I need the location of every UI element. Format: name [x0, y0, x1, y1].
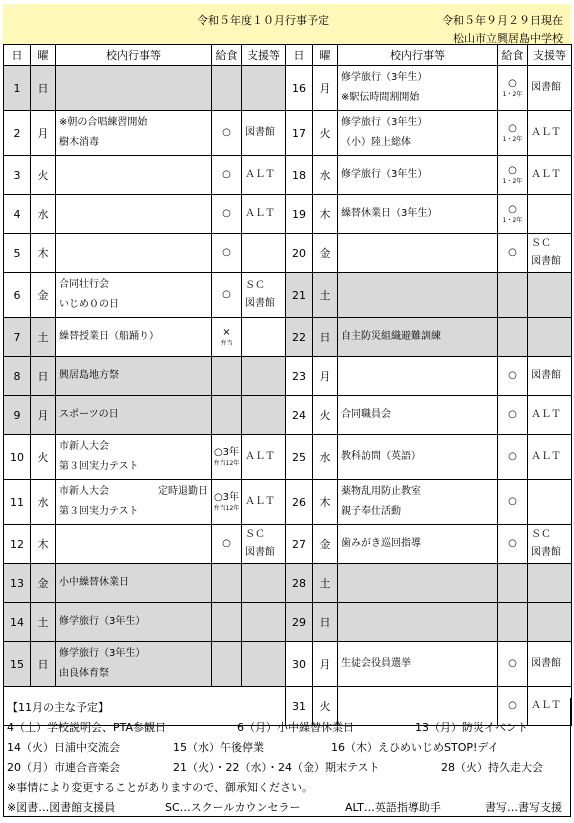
support-item: 図書館	[531, 82, 561, 93]
support-item: 図書館	[245, 547, 275, 558]
plan-item: 28（火）持久走大会	[441, 761, 543, 774]
events-cell	[56, 273, 212, 318]
day-number: 15	[4, 642, 31, 687]
table-row	[4, 564, 572, 603]
support-cell	[242, 234, 286, 273]
weekday: 木	[313, 480, 338, 525]
support-item: 図書館	[245, 127, 275, 138]
weekday: 火	[31, 435, 56, 480]
meal-note: 1・2年	[502, 178, 523, 185]
meal-mark: ○	[508, 123, 517, 134]
meal-mark: ○	[508, 700, 517, 711]
col-support: 支援等	[242, 45, 286, 66]
weekday: 金	[31, 564, 56, 603]
meal-mark: ○	[508, 538, 517, 549]
day-number: 29	[286, 603, 313, 642]
table-row	[4, 525, 572, 564]
day-number: 26	[286, 480, 313, 525]
events-cell	[56, 111, 212, 156]
event-line: 修学旅行（3年生）	[59, 648, 146, 659]
day-number: 4	[4, 195, 31, 234]
col-support: 支援等	[528, 45, 572, 66]
table-row	[4, 435, 572, 480]
support-item: ＳＣ	[531, 529, 551, 540]
day-number: 20	[286, 234, 313, 273]
school-name: 松山市立興居島中学校	[453, 32, 563, 45]
support-cell	[242, 642, 286, 687]
meal-cell	[212, 234, 242, 273]
event-line: 樹木消毒	[59, 137, 99, 148]
meal-cell	[498, 156, 528, 195]
november-line-1	[3, 718, 571, 738]
support-cell	[528, 480, 572, 525]
col-events: 校内行事等	[56, 45, 212, 66]
event-line: ※駅伝時間割開始	[341, 92, 420, 103]
plan-item: 20（月）市連合音楽会	[7, 761, 120, 774]
event-line: 生徒会役員選挙	[341, 658, 411, 669]
col-meal: 給食	[498, 45, 528, 66]
event-line: 自主防災組織避難訓練	[341, 331, 441, 342]
table-row	[4, 273, 572, 318]
day-number: 8	[4, 357, 31, 396]
events-cell	[338, 357, 498, 396]
event-line: スポーツの日	[59, 409, 119, 420]
meal-cell	[498, 603, 528, 642]
event-line: 小中繰替休業日	[59, 577, 129, 588]
table-row	[4, 357, 572, 396]
header-bar	[3, 4, 571, 44]
events-cell	[338, 603, 498, 642]
events-cell	[338, 525, 498, 564]
weekday: 水	[313, 435, 338, 480]
november-heading: 【11月の主な予定】	[7, 701, 109, 714]
meal-mark: ○	[508, 658, 517, 669]
support-item: 図書館	[245, 298, 275, 309]
meal-mark: ○	[508, 204, 517, 215]
day-number: 6	[4, 273, 31, 318]
day-number: 30	[286, 642, 313, 687]
day-number: 12	[4, 525, 31, 564]
col-weekday: 曜	[31, 45, 56, 66]
weekday: 金	[313, 234, 338, 273]
meal-mark: ×	[222, 327, 231, 338]
events-cell	[56, 66, 212, 111]
weekday: 水	[31, 480, 56, 525]
events-cell	[56, 603, 212, 642]
event-note: 定時退勤日	[158, 486, 208, 497]
support-item: 図書館	[531, 658, 561, 669]
support-item: ＡＬＴ	[245, 208, 275, 219]
meal-cell	[498, 195, 528, 234]
support-item: ＡＬＴ	[245, 496, 275, 507]
events-cell	[338, 396, 498, 435]
weekday: 月	[31, 396, 56, 435]
support-cell	[528, 396, 572, 435]
legend-item: ALT…英語指導助手	[345, 801, 441, 814]
weekday: 月	[31, 111, 56, 156]
event-line: 修学旅行（3年生）	[59, 616, 146, 627]
meal-mark: ○3年	[213, 492, 240, 503]
weekday: 火	[313, 396, 338, 435]
support-cell	[242, 603, 286, 642]
weekday: 日	[31, 642, 56, 687]
meal-cell	[212, 603, 242, 642]
event-line: いじめ０の日	[59, 299, 119, 310]
events-cell	[56, 480, 212, 525]
table-row	[4, 480, 572, 525]
support-item: 図書館	[531, 547, 561, 558]
day-number: 22	[286, 318, 313, 357]
meal-cell	[498, 318, 528, 357]
support-cell	[528, 273, 572, 318]
event-line: 興居島地方祭	[59, 370, 119, 381]
event-line: 合同職員会	[341, 409, 391, 420]
events-cell	[56, 396, 212, 435]
support-cell	[528, 234, 572, 273]
meal-cell	[212, 480, 242, 525]
plan-item: 15（水）午後停業	[173, 741, 264, 754]
meal-mark: ○	[508, 496, 517, 507]
support-cell	[242, 156, 286, 195]
support-item: ＡＬＴ	[531, 127, 561, 138]
event-line: 薬物乱用防止教室	[341, 486, 421, 497]
meal-mark: ○	[508, 409, 517, 420]
page-title: 令和５年度１０月行事予定	[197, 14, 329, 27]
events-cell	[56, 318, 212, 357]
table-row	[4, 234, 572, 273]
table-row	[4, 603, 572, 642]
november-line-3	[3, 758, 571, 778]
support-cell	[528, 195, 572, 234]
meal-cell	[498, 525, 528, 564]
meal-mark: ○3年	[213, 447, 240, 458]
weekday: 日	[313, 603, 338, 642]
events-cell	[338, 435, 498, 480]
support-item: ＡＬＴ	[531, 169, 561, 180]
weekday: 日	[31, 66, 56, 111]
events-cell	[338, 564, 498, 603]
weekday: 火	[313, 687, 338, 726]
col-meal: 給食	[212, 45, 242, 66]
legend-item: 書写…書写支援	[485, 801, 562, 814]
support-item: ＳＣ	[245, 529, 265, 540]
event-line: 合同壮行会	[59, 279, 109, 290]
event-line: 繰替休業日（3年生）	[341, 208, 438, 219]
weekday: 土	[31, 603, 56, 642]
meal-cell	[498, 564, 528, 603]
weekday: 水	[31, 195, 56, 234]
support-cell	[528, 525, 572, 564]
col-day: 日	[4, 45, 31, 66]
support-cell	[242, 525, 286, 564]
support-cell	[242, 66, 286, 111]
meal-mark: ○	[222, 289, 231, 300]
events-cell	[338, 156, 498, 195]
plan-item: 13（月）防災イベント	[415, 721, 528, 734]
events-cell	[56, 357, 212, 396]
event-line	[59, 482, 208, 502]
day-number: 25	[286, 435, 313, 480]
meal-mark: ○	[222, 169, 231, 180]
meal-mark: ○	[222, 247, 231, 258]
as-of-date: 令和５年９月２９日現在	[442, 14, 563, 27]
meal-note: 弁当12年	[213, 505, 240, 512]
support-cell	[242, 435, 286, 480]
day-number: 3	[4, 156, 31, 195]
meal-cell	[212, 435, 242, 480]
events-cell	[338, 195, 498, 234]
events-cell	[338, 66, 498, 111]
meal-note: 1・2年	[502, 136, 523, 143]
table-row	[4, 642, 572, 687]
plan-item: 4（土）学校説明会、PTA参観日	[7, 721, 167, 734]
day-number: 19	[286, 195, 313, 234]
support-cell	[528, 66, 572, 111]
event-line: 繰替授業日（船踊り）	[59, 331, 159, 342]
meal-note: 1・2年	[502, 91, 523, 98]
support-cell	[242, 564, 286, 603]
weekday: 土	[31, 318, 56, 357]
day-number: 21	[286, 273, 313, 318]
legend-item: SC…スクールカウンセラー	[165, 801, 301, 814]
meal-cell	[212, 642, 242, 687]
events-cell	[338, 642, 498, 687]
meal-mark: ○	[508, 370, 517, 381]
meal-cell	[212, 66, 242, 111]
day-number: 24	[286, 396, 313, 435]
weekday: 日	[313, 318, 338, 357]
event-line: 歯みがき巡回指導	[341, 538, 421, 549]
support-cell	[528, 318, 572, 357]
support-cell	[528, 564, 572, 603]
schedule-table	[3, 44, 572, 726]
support-cell	[242, 111, 286, 156]
weekday: 木	[31, 525, 56, 564]
day-number: 11	[4, 480, 31, 525]
meal-cell	[212, 273, 242, 318]
table-row	[4, 396, 572, 435]
meal-note: 弁当	[220, 340, 233, 347]
meal-mark: ○	[508, 78, 517, 89]
weekday: 月	[313, 66, 338, 111]
events-cell	[338, 234, 498, 273]
table-row	[4, 156, 572, 195]
meal-cell	[212, 564, 242, 603]
day-number: 7	[4, 318, 31, 357]
table-row	[4, 111, 572, 156]
day-number: 10	[4, 435, 31, 480]
meal-note: 弁当12年	[213, 460, 240, 467]
weekday: 土	[313, 273, 338, 318]
november-plans	[3, 698, 571, 818]
meal-mark: ○	[222, 127, 231, 138]
support-cell	[528, 111, 572, 156]
meal-mark: ○	[222, 538, 231, 549]
support-cell	[528, 603, 572, 642]
meal-cell	[498, 273, 528, 318]
meal-cell	[498, 357, 528, 396]
event-line: 修学旅行（3年生）	[341, 169, 428, 180]
plan-item: 16（木）えひめいじめSTOP!デイ	[331, 741, 499, 754]
day-number: 16	[286, 66, 313, 111]
weekday: 木	[31, 234, 56, 273]
meal-cell	[212, 195, 242, 234]
meal-cell	[498, 396, 528, 435]
day-number: 17	[286, 111, 313, 156]
col-events: 校内行事等	[338, 45, 498, 66]
support-cell	[242, 195, 286, 234]
events-cell	[338, 273, 498, 318]
event-text: 市新人大会	[59, 486, 109, 497]
support-cell	[528, 435, 572, 480]
day-number: 5	[4, 234, 31, 273]
support-cell	[242, 396, 286, 435]
day-number: 27	[286, 525, 313, 564]
plan-item: 21（火）・22（水）・24（金）期末テスト	[173, 761, 380, 774]
legend-line	[3, 798, 571, 818]
col-weekday: 曜	[313, 45, 338, 66]
meal-mark: ○	[508, 451, 517, 462]
weekday: 金	[31, 273, 56, 318]
support-cell	[528, 357, 572, 396]
meal-cell	[498, 642, 528, 687]
event-line: 第３回実力テスト	[59, 461, 139, 472]
day-number: 9	[4, 396, 31, 435]
day-number: 23	[286, 357, 313, 396]
weekday: 金	[313, 525, 338, 564]
meal-cell	[498, 111, 528, 156]
november-line-2	[3, 738, 571, 758]
weekday: 火	[31, 156, 56, 195]
event-line: 市新人大会	[59, 441, 109, 452]
weekday: 土	[313, 564, 338, 603]
day-number: 2	[4, 111, 31, 156]
weekday: 月	[313, 642, 338, 687]
events-cell	[56, 195, 212, 234]
events-cell	[56, 156, 212, 195]
events-cell	[56, 642, 212, 687]
support-cell	[528, 156, 572, 195]
meal-cell	[212, 318, 242, 357]
event-line: 教科訪問（英語）	[341, 451, 421, 462]
support-item: ＡＬＴ	[531, 451, 561, 462]
events-cell	[338, 318, 498, 357]
change-note: ※事情により変更することがありますので、御承知ください。	[7, 781, 313, 794]
table-row	[4, 318, 572, 357]
meal-cell	[498, 66, 528, 111]
weekday: 日	[31, 357, 56, 396]
events-cell	[56, 564, 212, 603]
support-cell	[242, 273, 286, 318]
support-cell	[242, 357, 286, 396]
table-row	[4, 195, 572, 234]
meal-mark: ○	[222, 208, 231, 219]
weekday: 月	[313, 357, 338, 396]
meal-cell	[212, 111, 242, 156]
support-item: ＳＣ	[531, 238, 551, 249]
support-item: 図書館	[531, 370, 561, 381]
meal-cell	[212, 357, 242, 396]
meal-mark: ○	[508, 247, 517, 258]
event-line: 第３回実力テスト	[59, 506, 139, 517]
meal-cell	[212, 156, 242, 195]
weekday: 木	[313, 195, 338, 234]
support-item: ＡＬＴ	[245, 169, 275, 180]
events-cell	[338, 111, 498, 156]
meal-note: 1・2年	[502, 217, 523, 224]
day-number: 31	[286, 687, 313, 726]
meal-cell	[498, 435, 528, 480]
support-cell	[242, 318, 286, 357]
event-line: ※朝の合唱練習開始	[59, 117, 148, 128]
day-number: 18	[286, 156, 313, 195]
support-cell	[528, 642, 572, 687]
support-cell	[242, 480, 286, 525]
events-cell	[56, 435, 212, 480]
weekday: 水	[313, 156, 338, 195]
support-item: ＡＬＴ	[531, 409, 561, 420]
plan-item: 14（火）日浦中交流会	[7, 741, 120, 754]
legend-item: ※図書…図書館支援員	[7, 801, 116, 814]
meal-mark: ○	[508, 165, 517, 176]
support-item: 図書館	[531, 256, 561, 267]
day-number: 28	[286, 564, 313, 603]
day-number: 14	[4, 603, 31, 642]
support-item: ＳＣ	[245, 280, 265, 291]
day-number: 1	[4, 66, 31, 111]
weekday: 火	[313, 111, 338, 156]
plan-item: 6（月）小中繰替休業日	[237, 721, 354, 734]
events-cell	[56, 525, 212, 564]
meal-cell	[212, 396, 242, 435]
meal-cell	[498, 234, 528, 273]
meal-cell	[498, 480, 528, 525]
support-item: ＡＬＴ	[531, 700, 561, 711]
event-line: 由良体育祭	[59, 668, 109, 679]
event-line: 修学旅行（3年生）	[341, 72, 428, 83]
header-row	[4, 45, 572, 66]
day-number: 13	[4, 564, 31, 603]
meal-cell	[212, 525, 242, 564]
support-item: ＡＬＴ	[245, 451, 275, 462]
event-line: 修学旅行（3年生）	[341, 117, 428, 128]
event-line: 親子奉仕活動	[341, 506, 401, 517]
event-line: （小）陸上総体	[341, 137, 411, 148]
events-cell	[338, 480, 498, 525]
table-row	[4, 66, 572, 111]
events-cell	[56, 234, 212, 273]
col-day: 日	[286, 45, 313, 66]
